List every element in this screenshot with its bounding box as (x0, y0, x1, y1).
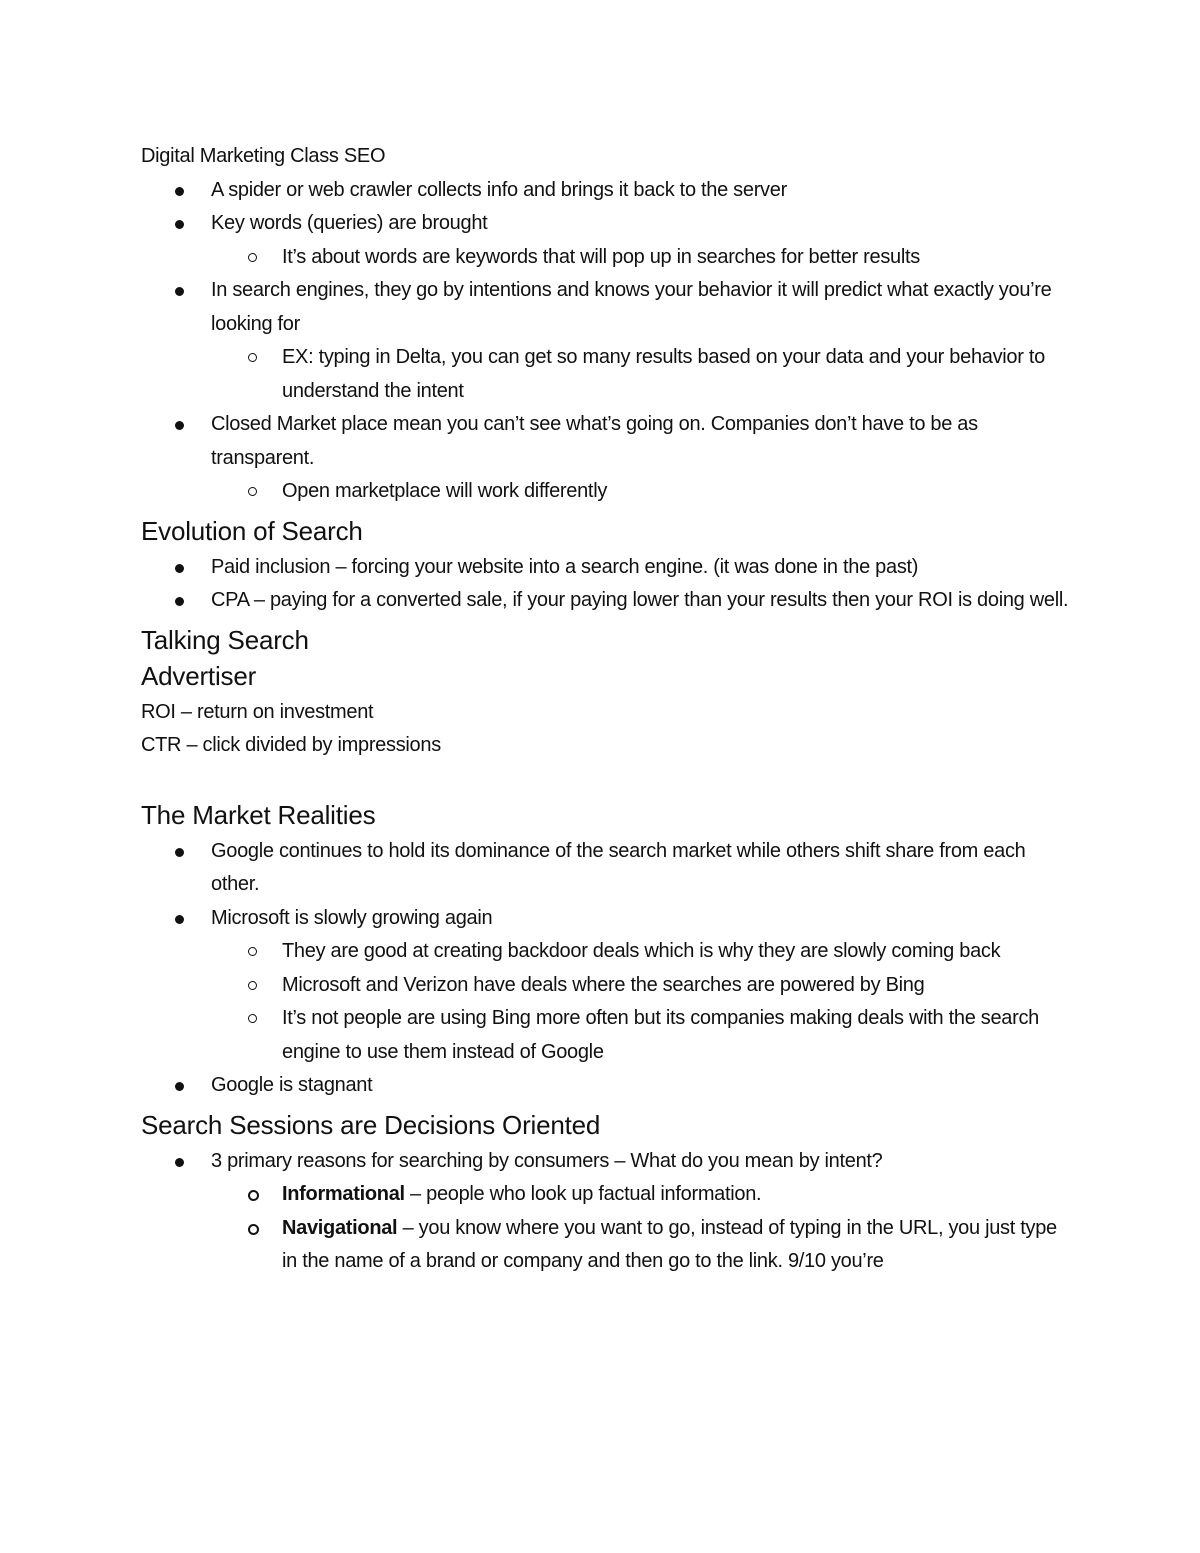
list-item: 3 primary reasons for searching by consumers – What do you mean by intent? (141, 1145, 1071, 1179)
sessions-list (141, 1145, 1071, 1279)
list-item: A spider or web crawler collects info and brings it back to the server (141, 174, 1071, 208)
document-title: Digital Marketing Class SEO (141, 145, 386, 167)
sub-list-item: Open marketplace will work differently (141, 475, 1071, 509)
bullet-icon (175, 1158, 184, 1167)
circle-bullet-icon (248, 1224, 259, 1235)
term-navigational: Navigational (282, 1216, 398, 1239)
term-navigational-desc: – you know where you want to go, instead of typing in the URL, you just type in the name of a brand or company and then go to the link. 9/10 you’re (282, 1216, 1057, 1272)
list-item: Paid inclusion – forcing your website into a search engine. (it was done in the past) (141, 551, 1071, 585)
intro-list (141, 174, 1071, 509)
bullet-icon (175, 220, 184, 229)
bullet-icon (175, 848, 184, 857)
term-informational: Informational (282, 1183, 405, 1205)
circle-bullet-icon (248, 947, 257, 956)
heading-search-sessions: Search Sessions are Decisions Oriented (141, 1109, 601, 1140)
list-item: CPA – paying for a converted sale, if your paying lower than your results then your ROI is doing well. (141, 584, 1071, 618)
sub-list-item: They are good at creating backdoor deals which is why they are slowly coming back (141, 935, 1071, 969)
sub-list-item: Microsoft and Verizon have deals where the searches are powered by Bing (141, 969, 1071, 1003)
bullet-icon (175, 597, 184, 606)
heading-evolution: Evolution of Search (141, 515, 363, 546)
heading-talking-search: Talking Search (141, 624, 309, 655)
list-item: Closed Market place mean you can’t see what’s going on. Companies don’t have to be as transparent. (141, 408, 1071, 475)
document-content (141, 140, 1071, 1279)
sub-list-item (141, 1212, 1071, 1279)
list-item: In search engines, they go by intentions and knows your behavior it will predict what exactly you’re looking for (141, 274, 1071, 341)
circle-bullet-icon (248, 981, 257, 990)
sub-list-item: EX: typing in Delta, you can get so many results based on your data and your behavior to understand the intent (141, 341, 1071, 408)
bullet-icon (175, 1082, 184, 1091)
circle-bullet-icon (248, 253, 257, 262)
heading-market-realities: The Market Realities (141, 799, 376, 830)
market-list (141, 835, 1071, 1103)
evolution-list (141, 551, 1071, 618)
bullet-icon (175, 564, 184, 573)
sub-list-item: It’s about words are keywords that will pop up in searches for better results (141, 241, 1071, 275)
bullet-icon (175, 187, 184, 196)
circle-bullet-icon (248, 1014, 257, 1023)
circle-bullet-icon (248, 353, 257, 362)
list-item: Google is stagnant (141, 1069, 1071, 1103)
list-item: Microsoft is slowly growing again (141, 902, 1071, 936)
circle-bullet-icon (248, 1190, 259, 1201)
advertiser-roi: ROI – return on investment (141, 700, 374, 723)
bullet-icon (175, 287, 184, 296)
heading-advertiser: Advertiser (141, 660, 257, 691)
term-informational-desc: – people who look up factual information. (404, 1183, 762, 1205)
list-item: Key words (queries) are brought (141, 207, 1071, 241)
list-item: Google continues to hold its dominance of the search market while others shift share from each other. (141, 835, 1071, 902)
bullet-icon (175, 421, 184, 430)
sub-list-item (141, 1178, 1071, 1212)
advertiser-ctr: CTR – click divided by impressions (141, 734, 441, 756)
circle-bullet-icon (248, 487, 257, 496)
sub-list-item: It’s not people are using Bing more often but its companies making deals with the search engine to use them instead of Google (141, 1002, 1071, 1069)
bullet-icon (175, 915, 184, 924)
